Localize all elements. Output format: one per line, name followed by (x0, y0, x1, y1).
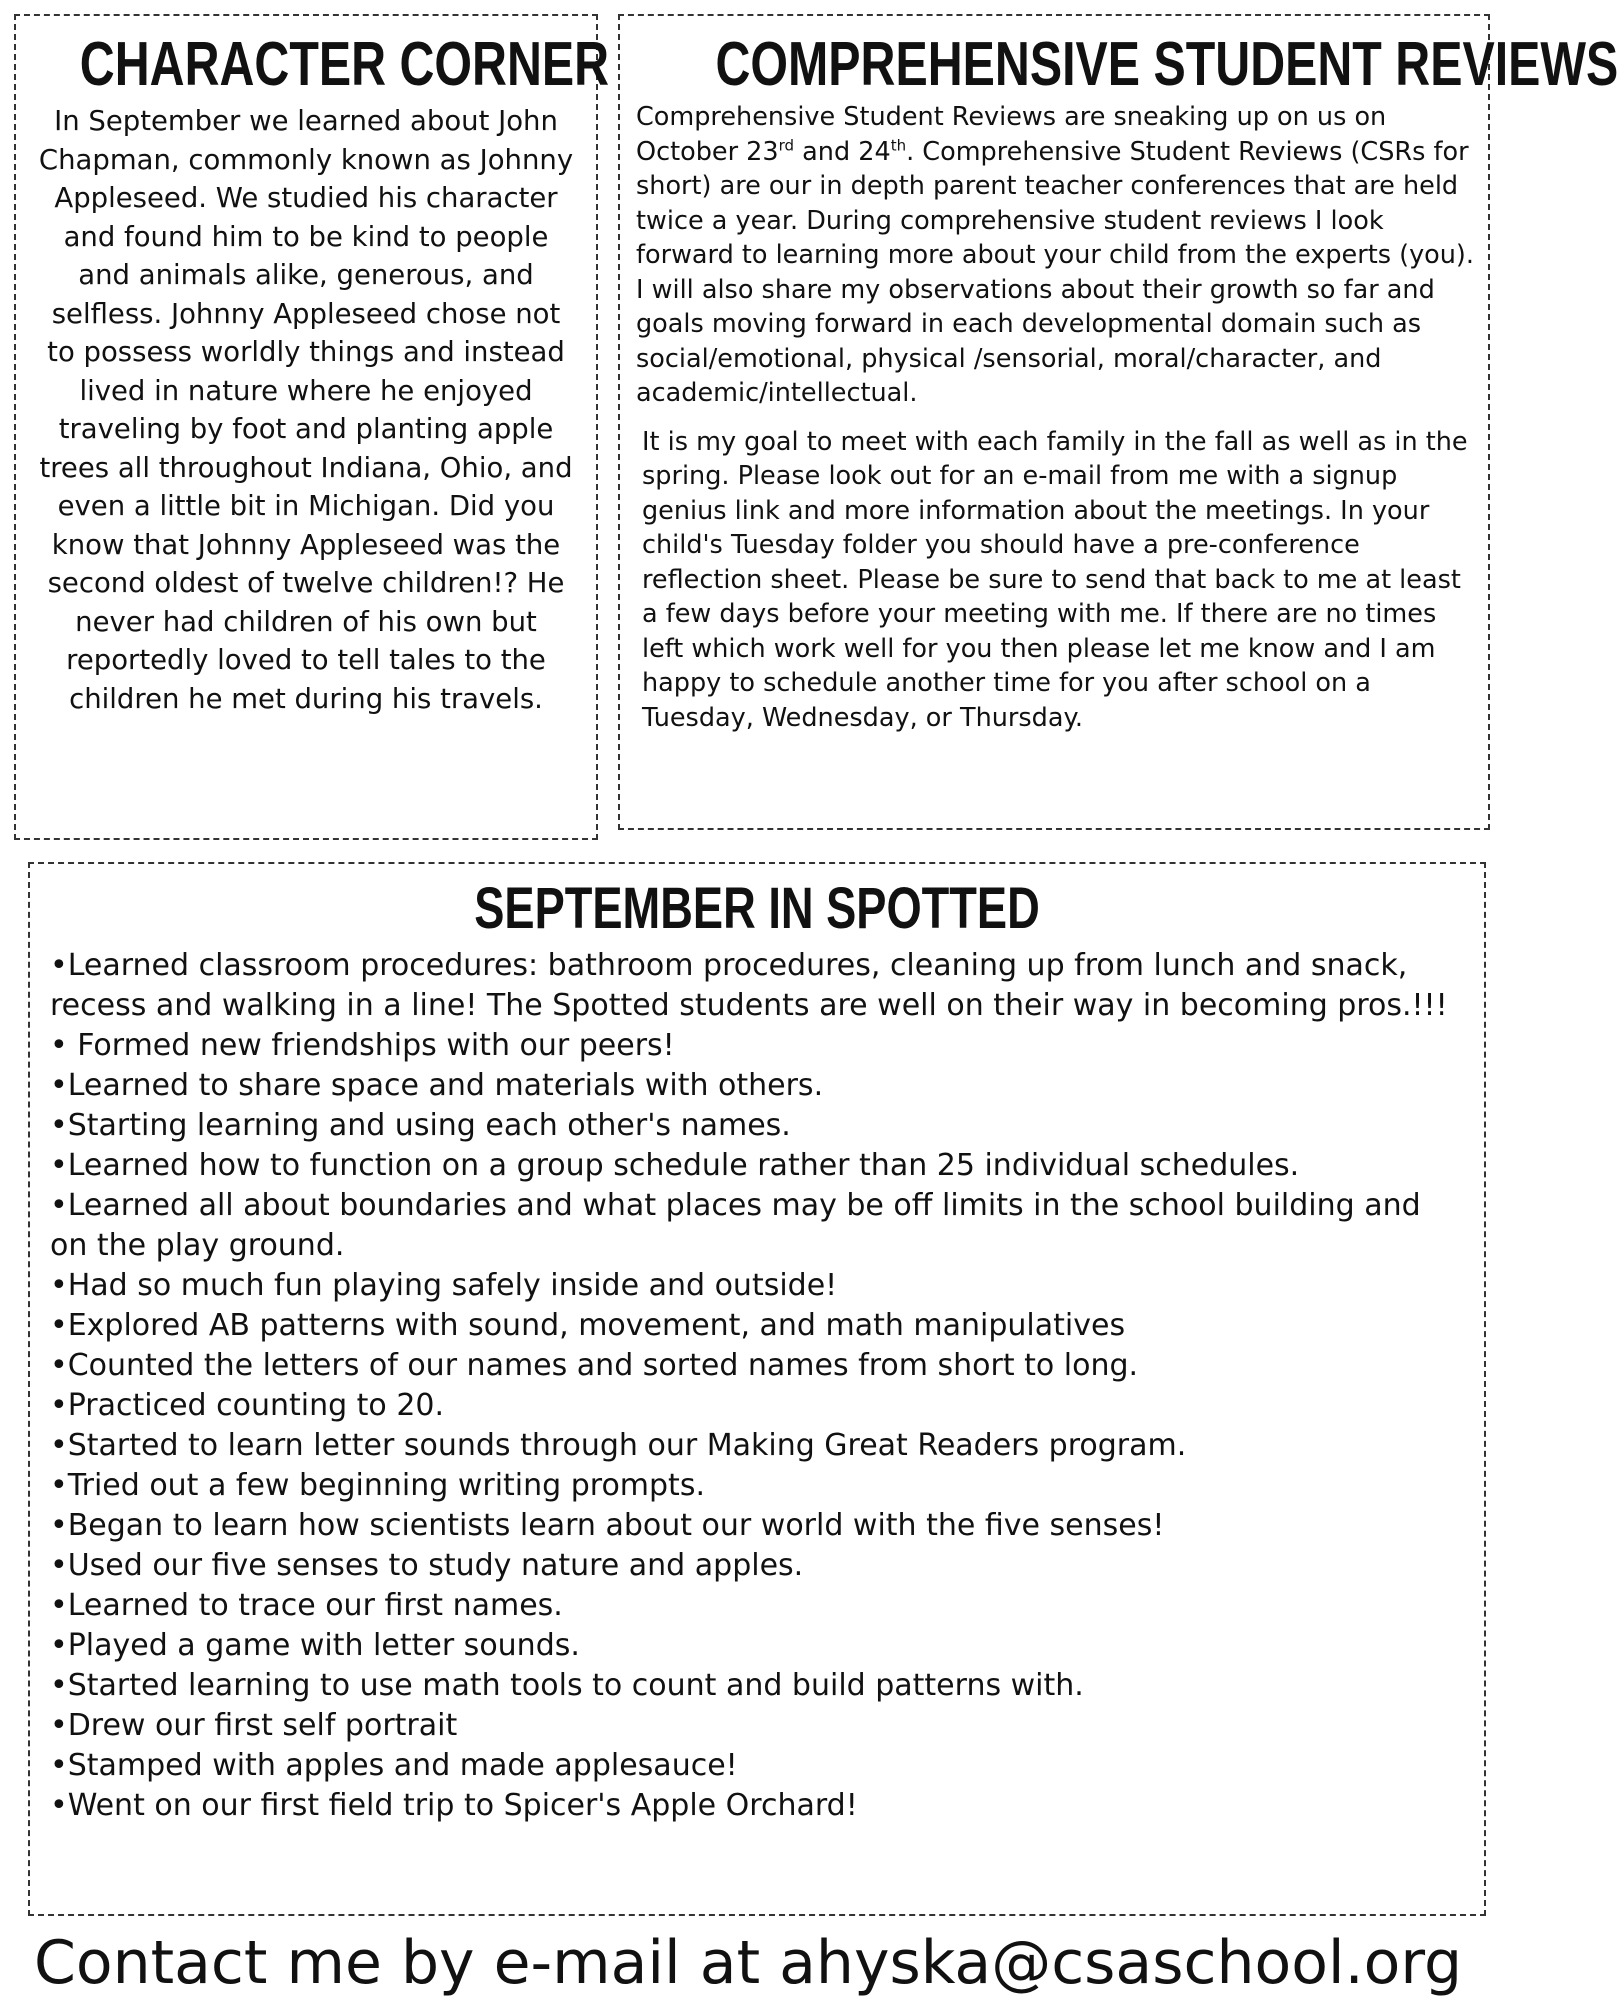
list-item: •Learned how to function on a group schedule rather than 25 individual schedules. (50, 1148, 1300, 1183)
contact-footer: Contact me by e-mail at ahyska@csaschool.org (34, 1928, 1463, 1998)
list-item: •Played a game with letter sounds. (50, 1628, 580, 1663)
spotted-title: SEPTEMBER IN SPOTTED (474, 876, 1040, 941)
list-item: •Tried out a few beginning writing prompts. (50, 1468, 705, 1503)
list-item: •Used our five senses to study nature and apples. (50, 1548, 804, 1583)
csr-title: COMPREHENSIVE STUDENT REVIEWS (715, 30, 1618, 99)
list-item: •Started learning to use math tools to count and build patterns with. (50, 1668, 1084, 1703)
csr-paragraph-2: It is my goal to meet with each family in the fall as well as in the spring. Please look out for an e-mail from me with a signup genius link and more information about the meetings. In your child's Tuesday folder you should have a pre-conference reflection sheet. Please be sure to send that back to me at least a few days before your meeting with me. If there are no times left which work well for you then please let me know and I am happy to schedule another time for you after school on a Tuesday, Wednesday, or Thursday. (642, 426, 1468, 733)
list-item: •Drew our first self portrait (50, 1708, 458, 1743)
list-item: •Practiced counting to 20. (50, 1388, 445, 1423)
list-item: •Learned to trace our first names. (50, 1588, 563, 1623)
csr-paragraph-1: Comprehensive Student Reviews are sneaking up on us on October 23rd and 24th. Comprehensive Student Reviews (CSRs for short) are our in depth parent teacher conferences that are held twice a year. During comprehensive student reviews I look forward to learning more about your child from the experts (you). I will also share my observations about their growth so far and goals moving forward in each developmental domain such as social/emotional, physical /sensorial, moral/character, and academic/intellectual. (636, 102, 1474, 408)
list-item: •Had so much fun playing safely inside and outside! (50, 1268, 838, 1303)
character-corner-text: In September we learned about John Chapman, commonly known as Johnny Appleseed. We studied his character and found him to be kind to people and animals alike, generous, and selfless. Johnny Appleseed chose not to possess worldly things and instead lived in nature where he enjoyed traveling by foot and planting apple trees all throughout Indiana, Ohio, and even a little bit in Michigan. Did you know that Johnny Appleseed was the second oldest of twelve children!? He never had children of his own but reportedly loved to tell tales to the children he met during his travels. (38, 105, 574, 715)
list-item: •Learned all about boundaries and what places may be off limits in the school building and on the play ground. (50, 1188, 1421, 1263)
list-item: •Explored AB patterns with sound, movement, and math manipulatives (50, 1308, 1126, 1343)
list-item: •Stamped with apples and made applesauce! (50, 1748, 738, 1783)
character-corner-section (14, 14, 610, 840)
list-item: •Starting learning and using each other's names. (50, 1108, 791, 1143)
list-item: •Learned classroom procedures: bathroom procedures, cleaning up from lunch and snack, recess and walking in a line! The Spotted students are well on their way in becoming pros.!!! (50, 948, 1448, 1023)
list-item: •Counted the letters of our names and sorted names from short to long. (50, 1348, 1139, 1383)
spotted-list (30, 946, 1484, 1826)
list-item: •Learned to share space and materials with others. (50, 1068, 824, 1103)
list-item: •Started to learn letter sounds through our Making Great Readers program. (50, 1428, 1187, 1463)
list-item: •Began to learn how scientists learn about our world with the five senses! (50, 1508, 1165, 1543)
september-in-spotted-section (28, 862, 1486, 1916)
list-item: • Formed new friendships with our peers! (50, 1028, 675, 1063)
list-item: •Went on our first field trip to Spicer's Apple Orchard! (50, 1788, 858, 1823)
character-corner-title: CHARACTER CORNER (79, 30, 610, 99)
csr-section (618, 14, 1618, 830)
